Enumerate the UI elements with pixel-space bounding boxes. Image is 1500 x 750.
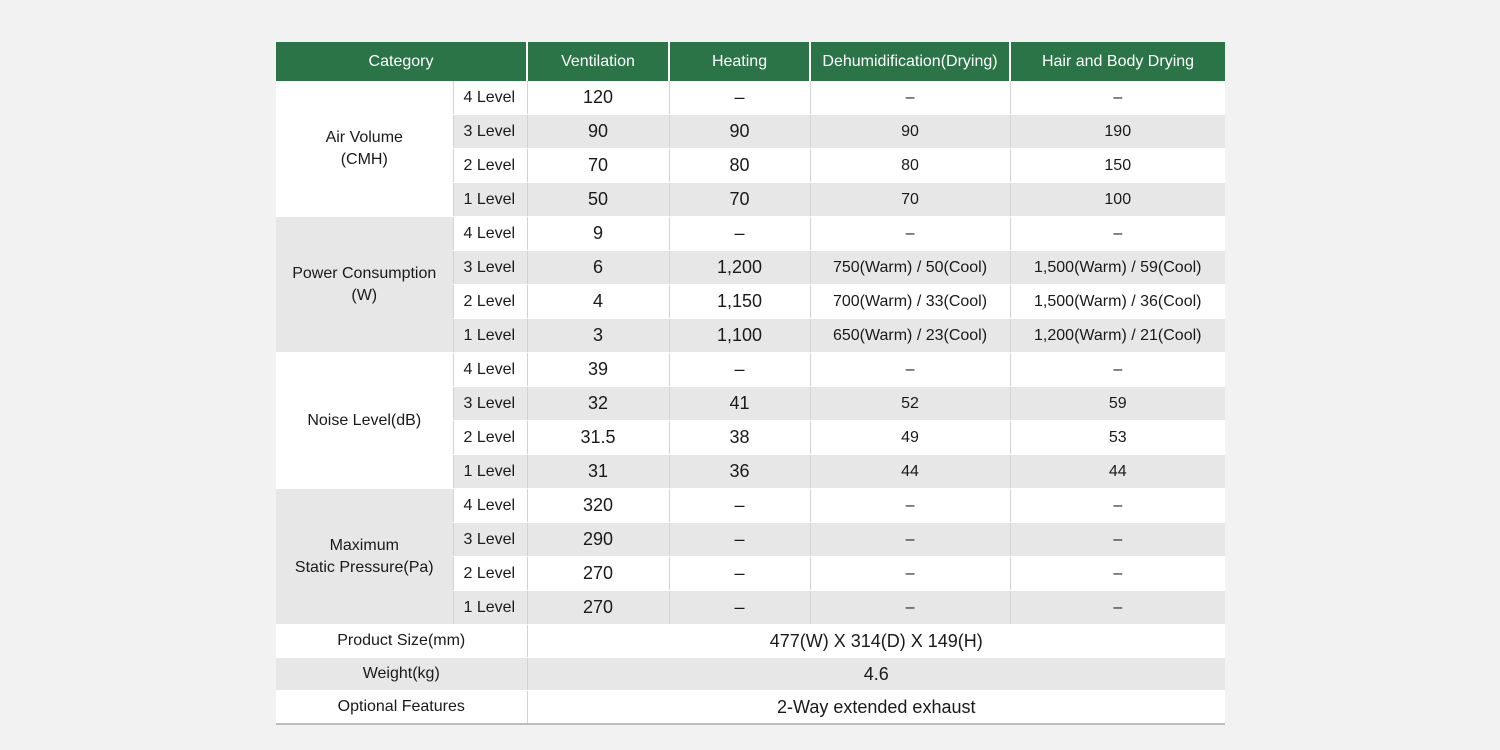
header-category: Category xyxy=(276,42,527,81)
cell-hair-body-drying: 1,500(Warm) / 59(Cool) xyxy=(1010,251,1225,285)
cell-ventilation: 3 xyxy=(527,319,669,353)
cell-dehumidification: 90 xyxy=(810,115,1010,149)
info-row xyxy=(276,658,1225,691)
info-label: Product Size(mm) xyxy=(276,625,527,658)
cell-hair-body-drying: – xyxy=(1010,81,1225,115)
table-row xyxy=(276,81,1225,115)
level-label: 3 Level xyxy=(453,251,527,285)
cell-heating: 1,100 xyxy=(669,319,810,353)
level-label: 2 Level xyxy=(453,149,527,183)
cell-ventilation: 32 xyxy=(527,387,669,421)
cell-ventilation: 9 xyxy=(527,217,669,251)
cell-hair-body-drying: 1,200(Warm) / 21(Cool) xyxy=(1010,319,1225,353)
cell-ventilation: 270 xyxy=(527,591,669,625)
cell-ventilation: 39 xyxy=(527,353,669,387)
spec-table xyxy=(276,42,1225,725)
cell-ventilation: 320 xyxy=(527,489,669,523)
level-label: 1 Level xyxy=(453,183,527,217)
cell-ventilation: 31.5 xyxy=(527,421,669,455)
category-label: Maximum Static Pressure(Pa) xyxy=(276,489,453,625)
header-ventilation: Ventilation xyxy=(527,42,669,81)
cell-dehumidification: – xyxy=(810,217,1010,251)
cell-heating: 90 xyxy=(669,115,810,149)
cell-dehumidification: 52 xyxy=(810,387,1010,421)
cell-heating: 80 xyxy=(669,149,810,183)
cell-hair-body-drying: – xyxy=(1010,353,1225,387)
cell-dehumidification: 80 xyxy=(810,149,1010,183)
category-label: Power Consumption (W) xyxy=(276,217,453,353)
cell-dehumidification: 700(Warm) / 33(Cool) xyxy=(810,285,1010,319)
cell-heating: 36 xyxy=(669,455,810,489)
cell-ventilation: 6 xyxy=(527,251,669,285)
info-row xyxy=(276,691,1225,725)
cell-heating: – xyxy=(669,591,810,625)
cell-hair-body-drying: 53 xyxy=(1010,421,1225,455)
cell-dehumidification: – xyxy=(810,523,1010,557)
spec-table-container xyxy=(276,42,1225,725)
cell-dehumidification: 650(Warm) / 23(Cool) xyxy=(810,319,1010,353)
header-hair-body-drying: Hair and Body Drying xyxy=(1010,42,1225,81)
cell-hair-body-drying: 150 xyxy=(1010,149,1225,183)
level-label: 2 Level xyxy=(453,557,527,591)
level-label: 1 Level xyxy=(453,455,527,489)
cell-dehumidification: 44 xyxy=(810,455,1010,489)
cell-dehumidification: – xyxy=(810,353,1010,387)
cell-heating: 1,200 xyxy=(669,251,810,285)
info-value: 4.6 xyxy=(527,658,1225,691)
cell-dehumidification: 750(Warm) / 50(Cool) xyxy=(810,251,1010,285)
table-body xyxy=(276,81,1225,724)
table-row xyxy=(276,489,1225,523)
cell-ventilation: 290 xyxy=(527,523,669,557)
cell-heating: 38 xyxy=(669,421,810,455)
level-label: 4 Level xyxy=(453,353,527,387)
category-label: Air Volume (CMH) xyxy=(276,81,453,217)
cell-hair-body-drying: – xyxy=(1010,523,1225,557)
cell-heating: – xyxy=(669,523,810,557)
level-label: 3 Level xyxy=(453,387,527,421)
cell-hair-body-drying: 44 xyxy=(1010,455,1225,489)
cell-dehumidification: – xyxy=(810,81,1010,115)
level-label: 4 Level xyxy=(453,81,527,115)
table-row xyxy=(276,353,1225,387)
cell-ventilation: 70 xyxy=(527,149,669,183)
cell-ventilation: 4 xyxy=(527,285,669,319)
info-value: 2-Way extended exhaust xyxy=(527,691,1225,725)
info-row xyxy=(276,625,1225,658)
cell-ventilation: 90 xyxy=(527,115,669,149)
cell-heating: – xyxy=(669,557,810,591)
cell-dehumidification: 49 xyxy=(810,421,1010,455)
level-label: 4 Level xyxy=(453,489,527,523)
cell-heating: – xyxy=(669,81,810,115)
level-label: 1 Level xyxy=(453,319,527,353)
cell-heating: 41 xyxy=(669,387,810,421)
cell-ventilation: 270 xyxy=(527,557,669,591)
info-label: Optional Features xyxy=(276,691,527,725)
cell-heating: 1,150 xyxy=(669,285,810,319)
cell-heating: – xyxy=(669,353,810,387)
cell-hair-body-drying: 190 xyxy=(1010,115,1225,149)
level-label: 2 Level xyxy=(453,285,527,319)
cell-ventilation: 31 xyxy=(527,455,669,489)
cell-hair-body-drying: – xyxy=(1010,591,1225,625)
cell-hair-body-drying: – xyxy=(1010,217,1225,251)
cell-dehumidification: 70 xyxy=(810,183,1010,217)
cell-dehumidification: – xyxy=(810,557,1010,591)
cell-dehumidification: – xyxy=(810,591,1010,625)
cell-heating: – xyxy=(669,489,810,523)
category-label: Noise Level(dB) xyxy=(276,353,453,489)
cell-hair-body-drying: – xyxy=(1010,557,1225,591)
cell-hair-body-drying: – xyxy=(1010,489,1225,523)
cell-dehumidification: – xyxy=(810,489,1010,523)
info-label: Weight(kg) xyxy=(276,658,527,691)
cell-heating: – xyxy=(669,217,810,251)
level-label: 3 Level xyxy=(453,523,527,557)
cell-ventilation: 120 xyxy=(527,81,669,115)
header-row xyxy=(276,42,1225,81)
table-header xyxy=(276,42,1225,81)
header-heating: Heating xyxy=(669,42,810,81)
cell-ventilation: 50 xyxy=(527,183,669,217)
header-dehumidification: Dehumidification(Drying) xyxy=(810,42,1010,81)
info-value: 477(W) X 314(D) X 149(H) xyxy=(527,625,1225,658)
table-row xyxy=(276,217,1225,251)
cell-heating: 70 xyxy=(669,183,810,217)
level-label: 4 Level xyxy=(453,217,527,251)
cell-hair-body-drying: 1,500(Warm) / 36(Cool) xyxy=(1010,285,1225,319)
level-label: 2 Level xyxy=(453,421,527,455)
cell-hair-body-drying: 100 xyxy=(1010,183,1225,217)
level-label: 1 Level xyxy=(453,591,527,625)
level-label: 3 Level xyxy=(453,115,527,149)
cell-hair-body-drying: 59 xyxy=(1010,387,1225,421)
